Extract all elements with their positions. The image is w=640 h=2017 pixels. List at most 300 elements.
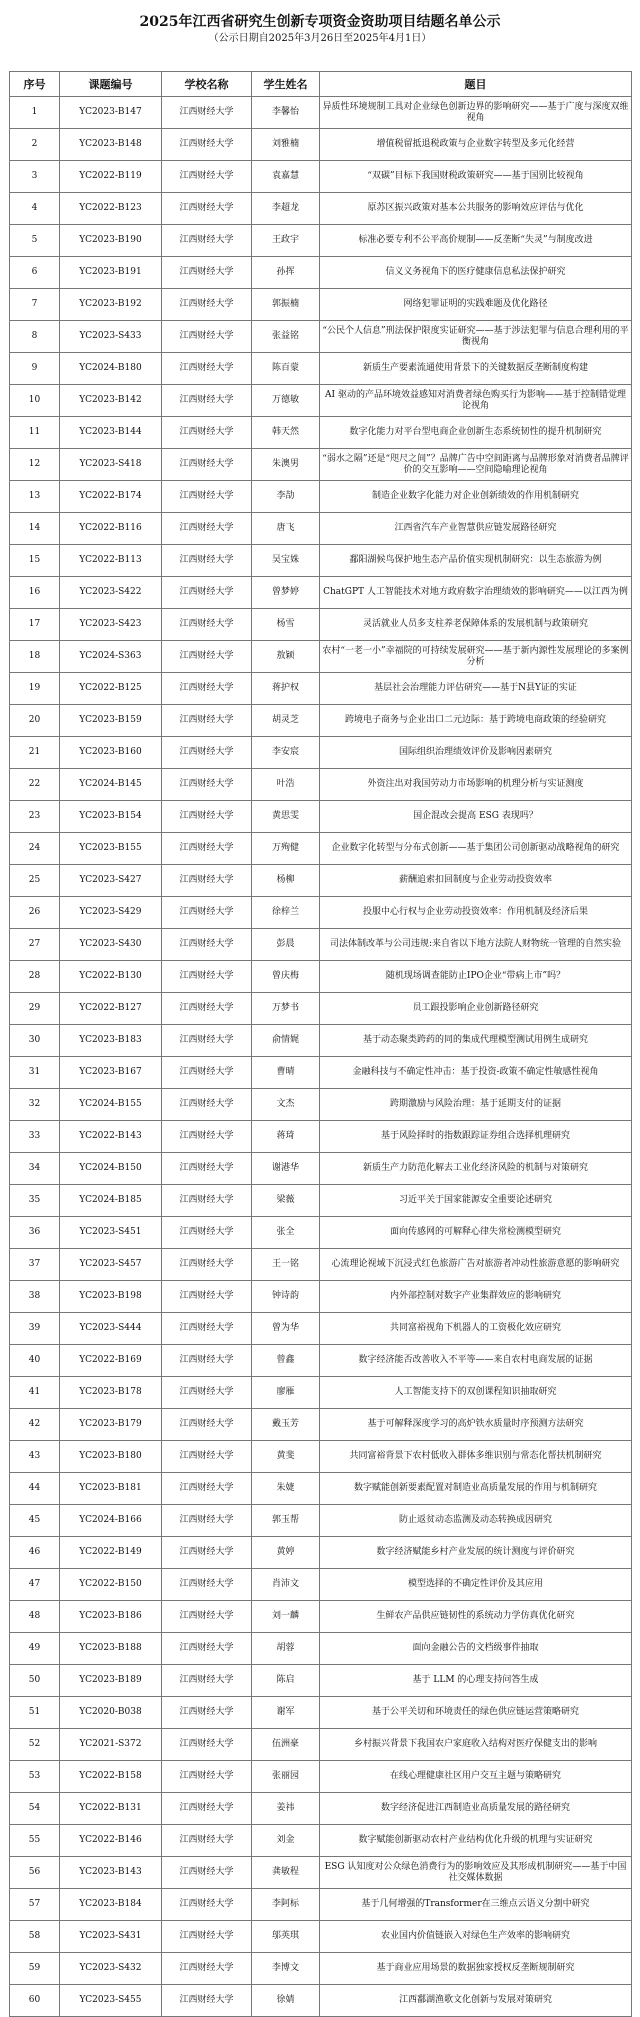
row-index: 9 [10, 353, 60, 385]
student-name: 廖雁 [252, 1377, 320, 1409]
project-topic: 企业数字化转型与分布式创新——基于集团公司创新驱动战略视角的研究 [320, 833, 632, 865]
school-name: 江西财经大学 [162, 833, 252, 865]
student-name: 郭玉帮 [252, 1505, 320, 1537]
table-row [10, 1313, 632, 1345]
project-topic: “双碳”目标下我国财税政策研究——基于国别比较视角 [320, 161, 632, 193]
row-index: 2 [10, 129, 60, 161]
project-topic: 数字经济赋能乡村产业发展的统计测度与评价研究 [320, 1537, 632, 1569]
project-code: YC2023-B148 [60, 129, 162, 161]
table-row [10, 1025, 632, 1057]
row-index: 28 [10, 961, 60, 993]
school-name: 江西财经大学 [162, 1153, 252, 1185]
table-row [10, 865, 632, 897]
project-code: YC2022-B174 [60, 481, 162, 513]
row-index: 17 [10, 609, 60, 641]
student-name: 彭晨 [252, 929, 320, 961]
project-topic: ChatGPT 人工智能技术对地方政府数字治理绩效的影响研究——以江西为例 [320, 577, 632, 609]
school-name: 江西财经大学 [162, 385, 252, 417]
project-code: YC2023-B188 [60, 1633, 162, 1665]
table-row [10, 1633, 632, 1665]
document-title: 2025年江西省研究生创新专项资金资助项目结题名单公示 [139, 14, 501, 30]
student-name: 刘雅楠 [252, 129, 320, 161]
student-name: 唐飞 [252, 513, 320, 545]
row-index: 32 [10, 1089, 60, 1121]
project-topic: 基于动态聚类跨药的同的集成代理模型测试用例生成研究 [320, 1025, 632, 1057]
project-code: YC2023-B155 [60, 833, 162, 865]
project-topic: 数字经济促进江西制造业高质量发展的路径研究 [320, 1793, 632, 1825]
student-name: 敖颖 [252, 641, 320, 673]
student-name: 蒋护权 [252, 673, 320, 705]
row-index: 55 [10, 1825, 60, 1857]
school-name: 江西财经大学 [162, 417, 252, 449]
project-code: YC2023-B181 [60, 1473, 162, 1505]
row-index: 43 [10, 1441, 60, 1473]
student-name: 李安宸 [252, 737, 320, 769]
project-code: YC2022-B130 [60, 961, 162, 993]
school-name: 江西财经大学 [162, 577, 252, 609]
project-topic: 员工跟投影响企业创新路径研究 [320, 993, 632, 1025]
school-name: 江西财经大学 [162, 129, 252, 161]
project-topic: 人工智能支持下的双创课程知识抽取研究 [320, 1377, 632, 1409]
project-code: YC2023-S418 [60, 449, 162, 481]
project-topic: 基于几何增强的Transformer在三维点云语义分割中研究 [320, 1889, 632, 1921]
student-name: 陈百蒙 [252, 353, 320, 385]
row-index: 25 [10, 865, 60, 897]
row-index: 54 [10, 1793, 60, 1825]
school-name: 江西财经大学 [162, 1025, 252, 1057]
student-name: 李博文 [252, 1953, 320, 1985]
table-row [10, 737, 632, 769]
project-code: YC2023-S430 [60, 929, 162, 961]
project-code: YC2022-B158 [60, 1761, 162, 1793]
project-code: YC2023-B183 [60, 1025, 162, 1057]
student-name: 刘金 [252, 1825, 320, 1857]
row-index: 33 [10, 1121, 60, 1153]
table-row [10, 673, 632, 705]
table-row [10, 1537, 632, 1569]
table-row [10, 1729, 632, 1761]
school-name: 江西财经大学 [162, 321, 252, 353]
school-name: 江西财经大学 [162, 513, 252, 545]
student-name: 王一铭 [252, 1249, 320, 1281]
student-name: 韩天然 [252, 417, 320, 449]
project-topic: 标准必要专利不公平高价规制——反垄断“失灵”与制度改进 [320, 225, 632, 257]
row-index: 3 [10, 161, 60, 193]
table-row [10, 1857, 632, 1889]
project-code: YC2023-B192 [60, 289, 162, 321]
project-code: YC2023-B189 [60, 1665, 162, 1697]
table-row [10, 353, 632, 385]
project-topic: 心流理论视域下沉浸式红色旅游广告对旅游者冲动性旅游意愿的影响研究 [320, 1249, 632, 1281]
row-index: 12 [10, 449, 60, 481]
school-name: 江西财经大学 [162, 545, 252, 577]
student-name: 黄斐 [252, 1441, 320, 1473]
student-name: 李馨怡 [252, 97, 320, 129]
header-index: 序号 [10, 72, 60, 97]
school-name: 江西财经大学 [162, 1345, 252, 1377]
project-topic: 数字化能力对平台型电商企业创新生态系统韧性的提升机制研究 [320, 417, 632, 449]
school-name: 江西财经大学 [162, 1889, 252, 1921]
school-name: 江西财经大学 [162, 801, 252, 833]
row-index: 5 [10, 225, 60, 257]
student-name: 叶浩 [252, 769, 320, 801]
project-code: YC2023-S432 [60, 1953, 162, 1985]
project-topic: 基于商业应用场景的数据独家授权反垄断规制研究 [320, 1953, 632, 1985]
project-topic: 基于公平关切和环境责任的绿色供应链运营策略研究 [320, 1697, 632, 1729]
table-row [10, 801, 632, 833]
project-topic: 基于可解释深度学习的高炉铁水质量时序预测方法研究 [320, 1409, 632, 1441]
student-name: 王政宇 [252, 225, 320, 257]
student-name: 曾鑫 [252, 1345, 320, 1377]
school-name: 江西财经大学 [162, 961, 252, 993]
project-code: YC2022-B116 [60, 513, 162, 545]
school-name: 江西财经大学 [162, 1953, 252, 1985]
project-topic: 增值税留抵退税政策与企业数字转型及多元化经营 [320, 129, 632, 161]
header-school: 学校名称 [162, 72, 252, 97]
project-topic: 共同富裕视角下机器人的工资极化效应研究 [320, 1313, 632, 1345]
table-row [10, 577, 632, 609]
project-code: YC2023-B186 [60, 1601, 162, 1633]
project-topic: 基于风险择时的指数跟踪证券组合选择机理研究 [320, 1121, 632, 1153]
project-code: YC2022-B125 [60, 673, 162, 705]
row-index: 15 [10, 545, 60, 577]
project-code: YC2024-B185 [60, 1185, 162, 1217]
project-code: YC2024-B155 [60, 1089, 162, 1121]
school-name: 江西财经大学 [162, 1473, 252, 1505]
student-name: 张益铭 [252, 321, 320, 353]
project-topic: 数字赋能创新要素配置对制造业高质量发展的作用与机制研究 [320, 1473, 632, 1505]
table-row [10, 193, 632, 225]
school-name: 江西财经大学 [162, 1313, 252, 1345]
student-name: 曹晴 [252, 1057, 320, 1089]
project-topic: 外资注出对我国劳动力市场影响的机理分析与实证测度 [320, 769, 632, 801]
project-code: YC2023-S422 [60, 577, 162, 609]
student-name: 曾梦婷 [252, 577, 320, 609]
school-name: 江西财经大学 [162, 1121, 252, 1153]
school-name: 江西财经大学 [162, 225, 252, 257]
row-index: 49 [10, 1633, 60, 1665]
student-name: 陈启 [252, 1665, 320, 1697]
row-index: 36 [10, 1217, 60, 1249]
project-topic: 数字经济能否改善收入不平等——来自农村电商发展的证据 [320, 1345, 632, 1377]
student-name: 蒋琦 [252, 1121, 320, 1153]
project-code: YC2024-B145 [60, 769, 162, 801]
row-index: 45 [10, 1505, 60, 1537]
table-row [10, 385, 632, 417]
table-row [10, 1185, 632, 1217]
row-index: 11 [10, 417, 60, 449]
project-topic: 模型选择的不确定性评价及其应用 [320, 1569, 632, 1601]
student-name: 李劼 [252, 481, 320, 513]
table-row [10, 97, 632, 129]
table-row [10, 705, 632, 737]
school-name: 江西财经大学 [162, 1441, 252, 1473]
project-code: YC2022-B119 [60, 161, 162, 193]
school-name: 江西财经大学 [162, 1633, 252, 1665]
school-name: 江西财经大学 [162, 1249, 252, 1281]
project-topic: 跨期激励与风险治理：基于延期支付的证据 [320, 1089, 632, 1121]
header-student: 学生姓名 [252, 72, 320, 97]
school-name: 江西财经大学 [162, 1377, 252, 1409]
row-index: 26 [10, 897, 60, 929]
student-name: 戴玉芳 [252, 1409, 320, 1441]
row-index: 57 [10, 1889, 60, 1921]
table-row [10, 897, 632, 929]
project-topic: 在线心理健康社区用户交互主题与策略研究 [320, 1761, 632, 1793]
table-row [10, 225, 632, 257]
table-row [10, 1089, 632, 1121]
school-name: 江西财经大学 [162, 1409, 252, 1441]
project-code: YC2023-B184 [60, 1889, 162, 1921]
project-code: YC2023-S457 [60, 1249, 162, 1281]
project-topic: 国际组织治理绩效评价及影响因素研究 [320, 737, 632, 769]
project-code: YC2022-B131 [60, 1793, 162, 1825]
project-code: YC2023-B143 [60, 1857, 162, 1889]
header-project-code: 课题编号 [60, 72, 162, 97]
project-topic: 随机现场调查能防止IPO企业“带病上市”吗？ [320, 961, 632, 993]
table-row [10, 257, 632, 289]
school-name: 江西财经大学 [162, 193, 252, 225]
project-code: YC2022-B149 [60, 1537, 162, 1569]
student-name: 胡灵芝 [252, 705, 320, 737]
school-name: 江西财经大学 [162, 1761, 252, 1793]
project-code: YC2023-S451 [60, 1217, 162, 1249]
student-name: 张丽园 [252, 1761, 320, 1793]
table-row [10, 1217, 632, 1249]
table-row [10, 1953, 632, 1985]
table-row [10, 1377, 632, 1409]
table-row [10, 1569, 632, 1601]
project-code: YC2023-S433 [60, 321, 162, 353]
project-topic: 司法体制改革与公司违规:来自省以下地方法院人财物统一管理的自然实验 [320, 929, 632, 961]
project-code: YC2023-S427 [60, 865, 162, 897]
school-name: 江西财经大学 [162, 1505, 252, 1537]
student-name: 徐婧 [252, 1985, 320, 2017]
student-name: 徐梓兰 [252, 897, 320, 929]
project-topic: 投服中心行权与企业劳动投资效率：作用机制及经济后果 [320, 897, 632, 929]
row-index: 29 [10, 993, 60, 1025]
row-index: 1 [10, 97, 60, 129]
table-row [10, 1889, 632, 1921]
school-name: 江西财经大学 [162, 673, 252, 705]
row-index: 22 [10, 769, 60, 801]
table-row [10, 929, 632, 961]
table-row [10, 1121, 632, 1153]
project-code: YC2022-B150 [60, 1569, 162, 1601]
school-name: 江西财经大学 [162, 481, 252, 513]
project-code: YC2023-B179 [60, 1409, 162, 1441]
project-topic: ESG 认知度对公众绿色消费行为的影响效应及其形成机制研究——基于中国社交媒体数据 [320, 1857, 632, 1889]
table-row [10, 641, 632, 673]
student-name: 姜祎 [252, 1793, 320, 1825]
row-index: 16 [10, 577, 60, 609]
school-name: 江西财经大学 [162, 1185, 252, 1217]
project-topic: “弱水之隔”还是“咫尺之间”？品牌广告中空间距离与品牌形象对消费者品牌评价的交互影响——空间隐喻理论视角 [320, 449, 632, 481]
project-code: YC2022-B123 [60, 193, 162, 225]
table-row [10, 417, 632, 449]
student-name: 钟诗韵 [252, 1281, 320, 1313]
project-code: YC2023-S423 [60, 609, 162, 641]
row-index: 37 [10, 1249, 60, 1281]
project-topic: 国企混改会提高 ESG 表现吗？ [320, 801, 632, 833]
student-name: 黄婷 [252, 1537, 320, 1569]
project-code: YC2024-B166 [60, 1505, 162, 1537]
row-index: 40 [10, 1345, 60, 1377]
row-index: 48 [10, 1601, 60, 1633]
table-row [10, 1441, 632, 1473]
project-topic: 农村“一老一小”幸福院的可持续发展研究——基于新内源性发展理论的多案例分析 [320, 641, 632, 673]
student-name: 胡蓉 [252, 1633, 320, 1665]
table-row [10, 161, 632, 193]
student-name: 吴宝姝 [252, 545, 320, 577]
school-name: 江西财经大学 [162, 641, 252, 673]
school-name: 江西财经大学 [162, 1921, 252, 1953]
project-code: YC2024-S363 [60, 641, 162, 673]
student-name: 龚敏程 [252, 1857, 320, 1889]
project-code: YC2023-B144 [60, 417, 162, 449]
student-name: 肖沛文 [252, 1569, 320, 1601]
table-row [10, 321, 632, 353]
table-row [10, 1281, 632, 1313]
row-index: 39 [10, 1313, 60, 1345]
project-code: YC2023-B159 [60, 705, 162, 737]
school-name: 江西财经大学 [162, 705, 252, 737]
project-topic: 习近平关于国家能源安全重要论述研究 [320, 1185, 632, 1217]
table-row [10, 129, 632, 161]
project-topic: 防止返贫动态监测及动态转换成因研究 [320, 1505, 632, 1537]
school-name: 江西财经大学 [162, 1089, 252, 1121]
project-topic: 面向金融公告的文档级事件抽取 [320, 1633, 632, 1665]
project-code: YC2023-S455 [60, 1985, 162, 2017]
student-name: 张全 [252, 1217, 320, 1249]
table-row [10, 513, 632, 545]
school-name: 江西财经大学 [162, 1601, 252, 1633]
table-row [10, 449, 632, 481]
school-name: 江西财经大学 [162, 97, 252, 129]
project-topic: 数字赋能创新驱动农村产业结构优化升级的机理与实证研究 [320, 1825, 632, 1857]
project-topic: 原苏区振兴政策对基本公共服务的影响效应评估与优化 [320, 193, 632, 225]
school-name: 江西财经大学 [162, 769, 252, 801]
student-name: 李阿标 [252, 1889, 320, 1921]
table-row [10, 1697, 632, 1729]
project-code: YC2023-S444 [60, 1313, 162, 1345]
row-index: 42 [10, 1409, 60, 1441]
header-topic: 题目 [320, 72, 632, 97]
student-name: 曾为华 [252, 1313, 320, 1345]
row-index: 52 [10, 1729, 60, 1761]
student-name: 谢港华 [252, 1153, 320, 1185]
school-name: 江西财经大学 [162, 897, 252, 929]
project-code: YC2023-S431 [60, 1921, 162, 1953]
student-name: 孙挥 [252, 257, 320, 289]
row-index: 53 [10, 1761, 60, 1793]
project-code: YC2023-B167 [60, 1057, 162, 1089]
row-index: 7 [10, 289, 60, 321]
project-code: YC2022-B146 [60, 1825, 162, 1857]
table-row [10, 1825, 632, 1857]
row-index: 50 [10, 1665, 60, 1697]
table-row [10, 1505, 632, 1537]
row-index: 35 [10, 1185, 60, 1217]
project-code: YC2023-B142 [60, 385, 162, 417]
row-index: 38 [10, 1281, 60, 1313]
row-index: 14 [10, 513, 60, 545]
table-row [10, 289, 632, 321]
school-name: 江西财经大学 [162, 1057, 252, 1089]
table-row [10, 1409, 632, 1441]
student-name: 杨雪 [252, 609, 320, 641]
project-code: YC2023-B178 [60, 1377, 162, 1409]
row-index: 41 [10, 1377, 60, 1409]
school-name: 江西财经大学 [162, 929, 252, 961]
table-row [10, 1249, 632, 1281]
document-subtitle: （公示日期自2025年3月26日至2025年4月1日） [208, 33, 432, 44]
row-index: 20 [10, 705, 60, 737]
school-name: 江西财经大学 [162, 1217, 252, 1249]
project-topic: 江西省汽车产业智慧供应链发展路径研究 [320, 513, 632, 545]
project-code: YC2023-B198 [60, 1281, 162, 1313]
student-name: 李超龙 [252, 193, 320, 225]
school-name: 江西财经大学 [162, 449, 252, 481]
table-row [10, 1345, 632, 1377]
student-name: 黄思雯 [252, 801, 320, 833]
row-index: 18 [10, 641, 60, 673]
school-name: 江西财经大学 [162, 1793, 252, 1825]
school-name: 江西财经大学 [162, 865, 252, 897]
project-code: YC2023-B160 [60, 737, 162, 769]
table-row [10, 1665, 632, 1697]
row-index: 8 [10, 321, 60, 353]
school-name: 江西财经大学 [162, 1281, 252, 1313]
school-name: 江西财经大学 [162, 161, 252, 193]
project-code: YC2022-B127 [60, 993, 162, 1025]
project-topic: 新质生产要素流通使用背景下的关键数据反垄断制度构建 [320, 353, 632, 385]
row-index: 58 [10, 1921, 60, 1953]
table-row [10, 609, 632, 641]
table-row [10, 769, 632, 801]
student-name: 梁薇 [252, 1185, 320, 1217]
project-topic: 制造企业数字化能力对企业创新绩效的作用机制研究 [320, 481, 632, 513]
table-row [10, 481, 632, 513]
student-name: 文杰 [252, 1089, 320, 1121]
project-list-table [9, 71, 632, 2017]
table-row [10, 833, 632, 865]
row-index: 19 [10, 673, 60, 705]
project-code: YC2023-S429 [60, 897, 162, 929]
student-name: 伍洲豪 [252, 1729, 320, 1761]
student-name: 朱婕 [252, 1473, 320, 1505]
row-index: 34 [10, 1153, 60, 1185]
student-name: 俞情娓 [252, 1025, 320, 1057]
row-index: 21 [10, 737, 60, 769]
school-name: 江西财经大学 [162, 1537, 252, 1569]
project-topic: 网络犯罪证明的实践难题及优化路径 [320, 289, 632, 321]
student-name: 郭振楠 [252, 289, 320, 321]
row-index: 13 [10, 481, 60, 513]
project-code: YC2021-S372 [60, 1729, 162, 1761]
table-row [10, 1601, 632, 1633]
table-row [10, 1761, 632, 1793]
project-topic: 新质生产力防范化解去工业化经济风险的机制与对策研究 [320, 1153, 632, 1185]
table-body [10, 97, 632, 2017]
row-index: 6 [10, 257, 60, 289]
project-topic: 乡村振兴背景下我国农户家庭收入结构对医疗保健支出的影响 [320, 1729, 632, 1761]
student-name: 曾庆梅 [252, 961, 320, 993]
project-code: YC2023-B191 [60, 257, 162, 289]
school-name: 江西财经大学 [162, 257, 252, 289]
project-code: YC2024-B150 [60, 1153, 162, 1185]
student-name: 万梦书 [252, 993, 320, 1025]
